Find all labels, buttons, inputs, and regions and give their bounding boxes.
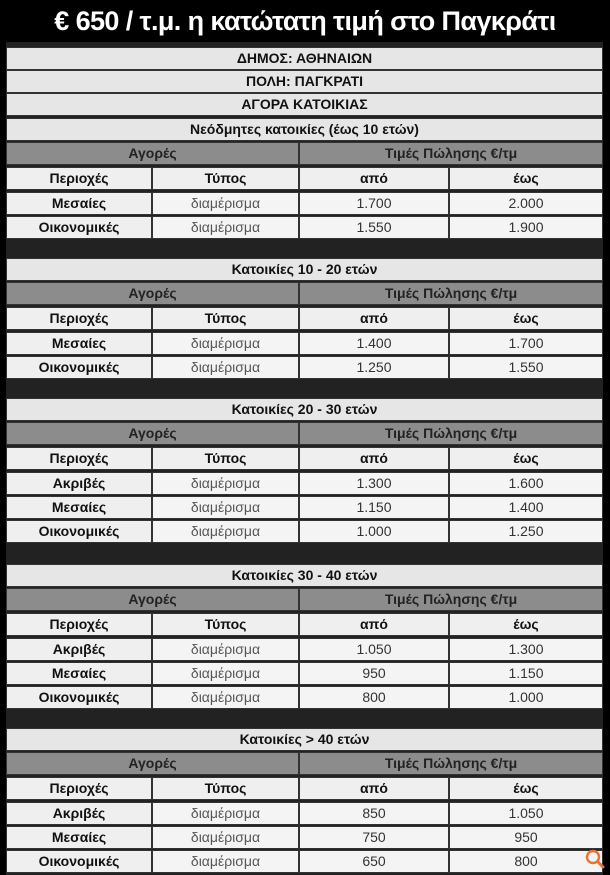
markets-header: Αγορές xyxy=(6,142,299,165)
to-label: έως xyxy=(449,613,603,636)
area-cell: Μεσαίες xyxy=(6,192,152,215)
prices-header: Τιμές Πώλησης €/τμ xyxy=(299,752,603,775)
city-label: ΠΟΛΗ: ΠΑΓΚΡΑΤΙ xyxy=(6,70,603,93)
area-cell: Ακριβές xyxy=(6,472,152,495)
type-cell: διαμέρισμα xyxy=(152,638,299,661)
from-cell: 650 xyxy=(299,850,449,873)
to-cell: 1.050 xyxy=(449,802,603,825)
area-cell: Οικονομικές xyxy=(6,520,152,543)
area-cell: Ακριβές xyxy=(6,802,152,825)
section-title-row xyxy=(6,728,603,751)
prices-header: Τιμές Πώλησης €/τμ xyxy=(299,282,603,305)
table-row xyxy=(6,192,603,215)
table-row xyxy=(6,802,603,825)
to-cell: 1.250 xyxy=(449,520,603,543)
column-label-row xyxy=(6,167,603,190)
type-cell: διαμέρισμα xyxy=(152,356,299,379)
areas-label: Περιοχές xyxy=(6,167,152,190)
table-row xyxy=(6,216,603,239)
section-title: Νεόδμητες κατοικίες (έως 10 ετών) xyxy=(6,118,603,141)
type-cell: διαμέρισμα xyxy=(152,216,299,239)
column-label-row xyxy=(6,307,603,330)
to-cell: 1.900 xyxy=(449,216,603,239)
markets-header: Αγορές xyxy=(6,588,299,611)
group-header-row xyxy=(6,142,603,165)
type-cell: διαμέρισμα xyxy=(152,850,299,873)
to-cell: 1.000 xyxy=(449,686,603,709)
from-cell: 1.250 xyxy=(299,356,449,379)
column-label-row xyxy=(6,447,603,470)
section-title-row xyxy=(6,564,603,587)
type-cell: διαμέρισμα xyxy=(152,472,299,495)
to-cell: 2.000 xyxy=(449,192,603,215)
to-label: έως xyxy=(449,777,603,800)
prices-header: Τιμές Πώλησης €/τμ xyxy=(299,588,603,611)
table-row xyxy=(6,826,603,849)
to-cell: 1.300 xyxy=(449,638,603,661)
section-title: Κατοικίες 20 - 30 ετών xyxy=(6,398,603,421)
type-label: Τύπος xyxy=(152,447,299,470)
table-row xyxy=(6,638,603,661)
area-cell: Οικονομικές xyxy=(6,356,152,379)
municipality-label: ΔΗΜΟΣ: ΑΘΗΝΑΙΩΝ xyxy=(6,47,603,70)
section-title-row xyxy=(6,118,603,141)
type-cell: διαμέρισμα xyxy=(152,332,299,355)
section-title-row xyxy=(6,258,603,281)
section-title: Κατοικίες 30 - 40 ετών xyxy=(6,564,603,587)
to-cell: 950 xyxy=(449,826,603,849)
from-cell: 1.400 xyxy=(299,332,449,355)
area-cell: Μεσαίες xyxy=(6,662,152,685)
section-title-row xyxy=(6,398,603,421)
from-cell: 1.050 xyxy=(299,638,449,661)
group-header-row xyxy=(6,282,603,305)
type-cell: διαμέρισμα xyxy=(152,826,299,849)
area-cell: Οικονομικές xyxy=(6,686,152,709)
municipality-row xyxy=(6,47,603,70)
type-cell: διαμέρισμα xyxy=(152,662,299,685)
price-table xyxy=(6,42,603,875)
from-cell: 750 xyxy=(299,826,449,849)
table-row xyxy=(6,472,603,495)
market-row xyxy=(6,93,603,116)
area-cell: Οικονομικές xyxy=(6,216,152,239)
table-row xyxy=(6,520,603,543)
from-cell: 1.000 xyxy=(299,520,449,543)
areas-label: Περιοχές xyxy=(6,307,152,330)
table-row xyxy=(6,686,603,709)
section-title: Κατοικίες > 40 ετών xyxy=(6,728,603,751)
table-row xyxy=(6,496,603,519)
to-label: έως xyxy=(449,167,603,190)
to-cell: 800 xyxy=(449,850,603,873)
prices-header: Τιμές Πώλησης €/τμ xyxy=(299,422,603,445)
page-title: € 650 / τ.μ. η κατώτατη τιμή στο Παγκράτι xyxy=(0,0,610,42)
area-cell: Μεσαίες xyxy=(6,826,152,849)
from-label: από xyxy=(299,777,449,800)
to-label: έως xyxy=(449,447,603,470)
to-cell: 1.150 xyxy=(449,662,603,685)
to-cell: 1.400 xyxy=(449,496,603,519)
zoom-icon[interactable] xyxy=(584,848,606,870)
from-cell: 950 xyxy=(299,662,449,685)
table-row xyxy=(6,850,603,873)
type-label: Τύπος xyxy=(152,613,299,636)
from-cell: 1.700 xyxy=(299,192,449,215)
to-label: έως xyxy=(449,307,603,330)
from-label: από xyxy=(299,167,449,190)
table-row xyxy=(6,356,603,379)
markets-header: Αγορές xyxy=(6,752,299,775)
table-row xyxy=(6,662,603,685)
area-cell: Οικονομικές xyxy=(6,850,152,873)
table-row xyxy=(6,332,603,355)
type-cell: διαμέρισμα xyxy=(152,496,299,519)
prices-header: Τιμές Πώλησης €/τμ xyxy=(299,142,603,165)
area-cell: Μεσαίες xyxy=(6,332,152,355)
areas-label: Περιοχές xyxy=(6,777,152,800)
from-label: από xyxy=(299,307,449,330)
from-label: από xyxy=(299,613,449,636)
type-cell: διαμέρισμα xyxy=(152,192,299,215)
markets-header: Αγορές xyxy=(6,422,299,445)
market-label: ΑΓΟΡΑ ΚΑΤΟΙΚΙΑΣ xyxy=(6,93,603,116)
group-header-row xyxy=(6,422,603,445)
column-label-row xyxy=(6,613,603,636)
to-cell: 1.600 xyxy=(449,472,603,495)
group-header-row xyxy=(6,752,603,775)
to-cell: 1.700 xyxy=(449,332,603,355)
from-cell: 800 xyxy=(299,686,449,709)
from-cell: 1.550 xyxy=(299,216,449,239)
from-label: από xyxy=(299,447,449,470)
type-label: Τύπος xyxy=(152,307,299,330)
type-label: Τύπος xyxy=(152,777,299,800)
type-cell: διαμέρισμα xyxy=(152,520,299,543)
type-cell: διαμέρισμα xyxy=(152,686,299,709)
type-label: Τύπος xyxy=(152,167,299,190)
area-cell: Μεσαίες xyxy=(6,496,152,519)
city-row xyxy=(6,70,603,93)
type-cell: διαμέρισμα xyxy=(152,802,299,825)
group-header-row xyxy=(6,588,603,611)
section-title: Κατοικίες 10 - 20 ετών xyxy=(6,258,603,281)
area-cell: Ακριβές xyxy=(6,638,152,661)
from-cell: 1.300 xyxy=(299,472,449,495)
to-cell: 1.550 xyxy=(449,356,603,379)
markets-header: Αγορές xyxy=(6,282,299,305)
column-label-row xyxy=(6,777,603,800)
from-cell: 1.150 xyxy=(299,496,449,519)
areas-label: Περιοχές xyxy=(6,447,152,470)
areas-label: Περιοχές xyxy=(6,613,152,636)
from-cell: 850 xyxy=(299,802,449,825)
